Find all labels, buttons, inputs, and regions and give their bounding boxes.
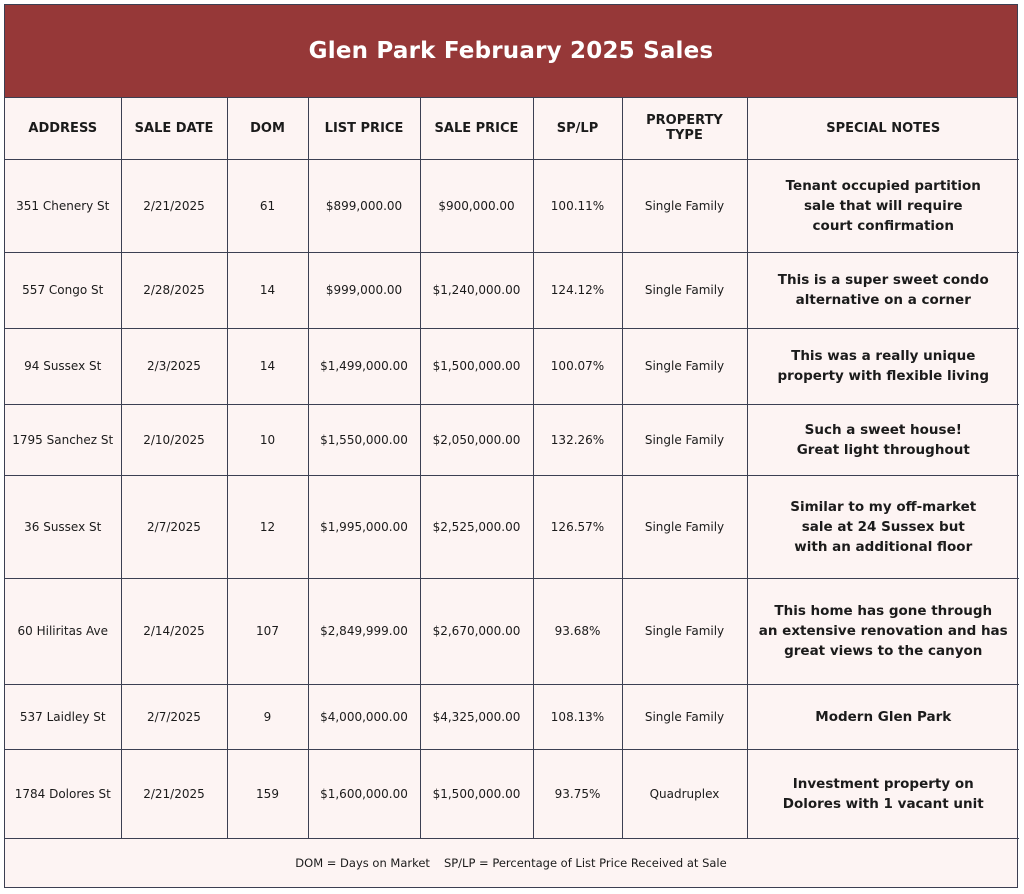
note-line: Tenant occupied partition — [785, 177, 981, 194]
cell-address: 1784 Dolores St — [5, 749, 121, 838]
cell-list-price: $999,000.00 — [308, 252, 420, 328]
cell-sp-lp: 126.57% — [533, 475, 622, 578]
cell-sale-date: 2/10/2025 — [121, 404, 227, 475]
cell-sale-price: $2,670,000.00 — [420, 578, 533, 684]
note-line: with an additional floor — [794, 538, 973, 555]
cell-property-type: Single Family — [622, 328, 747, 404]
cell-address: 557 Congo St — [5, 252, 121, 328]
dom-legend: DOM = Days on Market — [295, 855, 430, 870]
table-row — [5, 475, 1019, 578]
cell-property-type: Single Family — [622, 252, 747, 328]
table-row — [5, 578, 1019, 684]
cell-list-price: $4,000,000.00 — [308, 684, 420, 749]
cell-sale-price: $1,240,000.00 — [420, 252, 533, 328]
legend-footer — [5, 838, 1017, 887]
note-line: great views to the canyon — [784, 643, 983, 659]
cell-sp-lp: 108.13% — [533, 684, 622, 749]
header-list-price: LIST PRICE — [308, 98, 420, 159]
cell-dom: 10 — [227, 404, 308, 475]
cell-special-notes — [747, 252, 1019, 328]
cell-list-price: $1,600,000.00 — [308, 749, 420, 838]
cell-sale-price: $1,500,000.00 — [420, 749, 533, 838]
table-row — [5, 159, 1019, 252]
cell-sale-date: 2/21/2025 — [121, 749, 227, 838]
header-address: ADDRESS — [5, 98, 121, 159]
cell-address: 36 Sussex St — [5, 475, 121, 578]
table-row — [5, 252, 1019, 328]
sp-lp-legend: SP/LP = Percentage of List Price Received at Sale — [443, 855, 727, 870]
header-row — [5, 98, 1019, 159]
cell-sp-lp: 124.12% — [533, 252, 622, 328]
cell-list-price: $2,849,999.00 — [308, 578, 420, 684]
cell-property-type: Single Family — [622, 159, 747, 252]
header-property-type: PROPERTY TYPE — [622, 98, 747, 159]
header-sale-date: SALE DATE — [121, 98, 227, 159]
cell-dom: 159 — [227, 749, 308, 838]
table-row — [5, 684, 1019, 749]
cell-address: 537 Laidley St — [5, 684, 121, 749]
header-sp-lp: SP/LP — [533, 98, 622, 159]
cell-sp-lp: 100.11% — [533, 159, 622, 252]
header-sale-price: SALE PRICE — [420, 98, 533, 159]
cell-address: 94 Sussex St — [5, 328, 121, 404]
cell-sale-price: $2,525,000.00 — [420, 475, 533, 578]
cell-list-price: $1,995,000.00 — [308, 475, 420, 578]
note-line: This was a really unique — [791, 348, 976, 364]
cell-sale-price: $2,050,000.00 — [420, 404, 533, 475]
cell-special-notes — [747, 404, 1019, 475]
cell-sale-date: 2/14/2025 — [121, 578, 227, 684]
cell-sale-date: 2/7/2025 — [121, 475, 227, 578]
cell-property-type: Single Family — [622, 404, 747, 475]
cell-special-notes — [747, 328, 1019, 404]
cell-address: 351 Chenery St — [5, 159, 121, 252]
note-line: Modern Glen Park — [815, 708, 952, 725]
title-bar — [5, 5, 1017, 98]
cell-sp-lp: 132.26% — [533, 404, 622, 475]
note-line: sale at 24 Sussex but — [801, 518, 965, 535]
page-title: Glen Park February 2025 Sales — [308, 38, 714, 64]
cell-sale-date: 2/3/2025 — [121, 328, 227, 404]
note-line: property with flexible living — [777, 368, 989, 384]
table-row — [5, 404, 1019, 475]
cell-sale-price: $4,325,000.00 — [420, 684, 533, 749]
cell-sale-date: 2/21/2025 — [121, 159, 227, 252]
sales-table — [5, 98, 1019, 839]
note-line: court confirmation — [812, 217, 954, 234]
sales-sheet — [4, 4, 1018, 888]
cell-address: 1795 Sanchez St — [5, 404, 121, 475]
note-line: Such a sweet house! — [804, 421, 962, 438]
cell-dom: 14 — [227, 328, 308, 404]
cell-sp-lp: 93.68% — [533, 578, 622, 684]
note-line: alternative on a corner — [795, 292, 971, 308]
note-line: an extensive renovation and has — [758, 623, 1008, 639]
cell-dom: 14 — [227, 252, 308, 328]
cell-special-notes — [747, 684, 1019, 749]
cell-dom: 107 — [227, 578, 308, 684]
note-line: sale that will require — [803, 197, 963, 214]
cell-sale-price: $900,000.00 — [420, 159, 533, 252]
table-row — [5, 328, 1019, 404]
cell-address: 60 Hiliritas Ave — [5, 578, 121, 684]
note-line: Great light throughout — [796, 441, 970, 458]
cell-sale-date: 2/28/2025 — [121, 252, 227, 328]
cell-property-type: Single Family — [622, 475, 747, 578]
cell-sale-price: $1,500,000.00 — [420, 328, 533, 404]
header-special-notes: SPECIAL NOTES — [747, 98, 1019, 159]
cell-property-type: Single Family — [622, 684, 747, 749]
note-line: Similar to my off-market — [790, 498, 977, 515]
note-line: Dolores with 1 vacant unit — [782, 795, 984, 812]
cell-special-notes — [747, 475, 1019, 578]
note-line: This home has gone through — [774, 603, 993, 619]
cell-list-price: $899,000.00 — [308, 159, 420, 252]
cell-property-type: Single Family — [622, 578, 747, 684]
cell-special-notes — [747, 159, 1019, 252]
cell-special-notes — [747, 749, 1019, 838]
note-line: This is a super sweet condo — [777, 272, 989, 288]
cell-dom: 9 — [227, 684, 308, 749]
cell-sp-lp: 100.07% — [533, 328, 622, 404]
cell-sale-date: 2/7/2025 — [121, 684, 227, 749]
cell-dom: 12 — [227, 475, 308, 578]
table-row — [5, 749, 1019, 838]
cell-sp-lp: 93.75% — [533, 749, 622, 838]
header-dom: DOM — [227, 98, 308, 159]
note-line: Investment property on — [792, 775, 974, 792]
cell-list-price: $1,550,000.00 — [308, 404, 420, 475]
cell-property-type: Quadruplex — [622, 749, 747, 838]
cell-list-price: $1,499,000.00 — [308, 328, 420, 404]
cell-dom: 61 — [227, 159, 308, 252]
cell-special-notes — [747, 578, 1019, 684]
